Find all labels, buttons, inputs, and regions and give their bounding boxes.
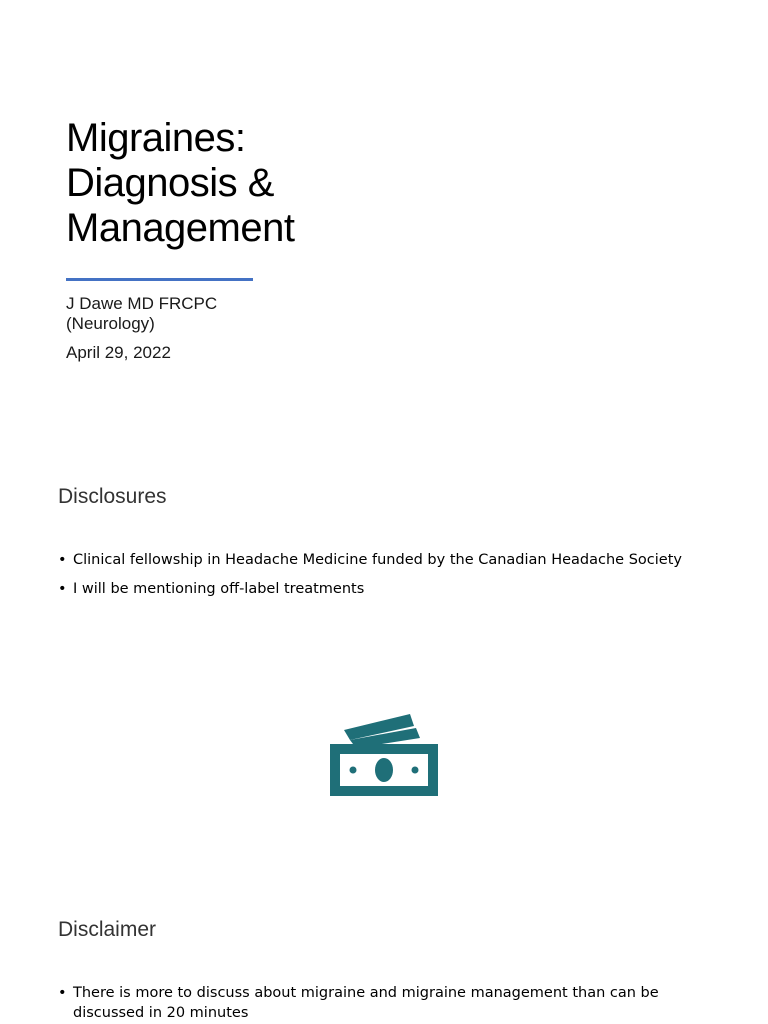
author-name: J Dawe MD FRCPC	[66, 294, 218, 313]
author-block	[66, 294, 466, 334]
bullet-glyph: •	[58, 581, 67, 597]
title-line: Management	[66, 206, 295, 250]
list-item	[58, 983, 708, 1023]
bullet-text: There is more to discuss about migraine and migraine management than can be discussed in 20 minutes	[73, 985, 659, 1021]
presentation-date: April 29, 2022	[66, 343, 171, 362]
disclaimer-heading: Disclaimer	[58, 918, 157, 941]
list-item	[58, 579, 708, 599]
bullet-glyph: •	[58, 552, 67, 568]
disclosures-heading: Disclosures	[58, 485, 167, 508]
money-icon	[328, 712, 440, 798]
disclosures-list	[58, 550, 708, 608]
title-line: Diagnosis &	[66, 161, 274, 205]
disclosures-slide	[0, 460, 768, 892]
bullet-text: Clinical fellowship in Headache Medicine funded by the Canadian Headache Society	[73, 552, 682, 568]
title-line: Migraines:	[66, 116, 246, 160]
bullet-glyph: •	[58, 985, 67, 1001]
title-accent-divider	[66, 278, 253, 281]
disclaimer-slide	[0, 892, 768, 1024]
disclaimer-list	[58, 983, 708, 1024]
list-item	[58, 550, 708, 570]
title-slide	[0, 0, 768, 432]
presentation-title	[66, 116, 706, 251]
bullet-text: I will be mentioning off-label treatments	[73, 581, 365, 597]
author-specialty: (Neurology)	[66, 314, 155, 333]
